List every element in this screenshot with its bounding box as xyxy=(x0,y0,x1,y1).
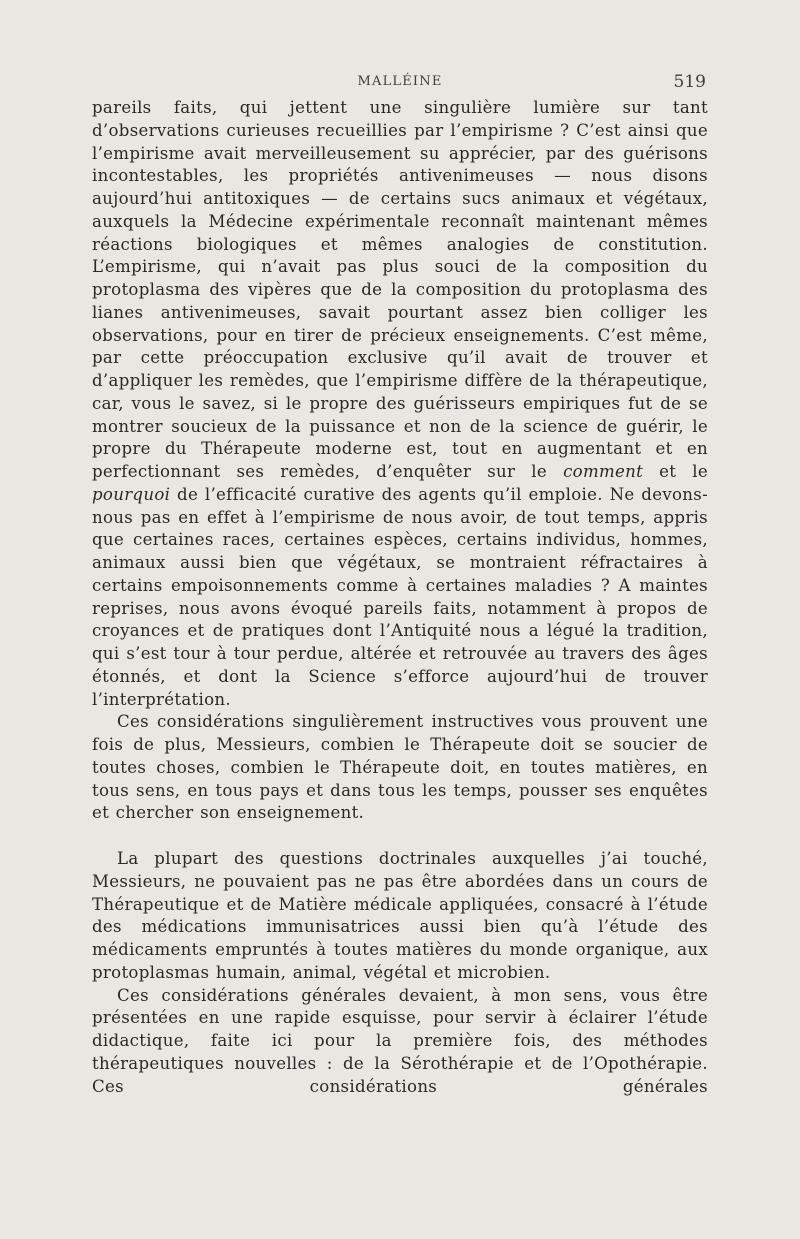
paragraph-2: Ces considérations singulièrement instructives vous prouvent une fois de plus, Messieurs, combien le Thérapeute doit se soucier de toutes choses, combien le Thérapeute doit, en toutes matières, en tous sens, en tous pays et dans tous les temps, pousser ses enquêtes et chercher son enseignement. xyxy=(92,712,708,823)
paragraph-3: La plupart des questions doctrinales auxquelles j’ai touché, Messieurs, ne pouvaient pas ne pas être abordées dans un cours de Thérapeutique et de Matière médicale appliquées, consacré à l’étude des médications immunisatrices aussi bien qu’à l’étude des médicaments empruntés à toutes matières du monde organique, aux protoplasmas humain, animal, végétal et microbien. xyxy=(92,849,708,982)
paragraph-1-text-b: et le xyxy=(659,462,709,481)
italic-comment: comment xyxy=(563,462,644,481)
paragraph-1-text-a: pareils faits, qui jettent une singulière lumière sur tant d’observations curieuses recueillies par l’empirisme ? C’est ainsi que l’empirisme avait merveilleusement su apprécier, par des guérisons incontestables, les propriétés antivenimeuses — nous disons aujourd’hui antitoxiques — de certains sucs animaux et végétaux, auxquels la Médecine expérimentale reconnaît maintenant mêmes réactions biologiques et mêmes analogies de constitution. L’empirisme, qui n’avait pas plus souci de la composition du protoplasma des vipères que de la composition du protoplasma des lianes antivenimeuses, savait pourtant assez bien colliger les observations, pour en tirer de précieux enseignements. C’est même, par cette préoccupation exclusive qu’il avait de trouver et d’appliquer les remèdes, que l’empirisme diffère de la thérapeutique, car, vous le savez, si le propre des guérisseurs empiriques fut de se montrer soucieux de la puissance et non de la science de guérir, le propre du Thérapeute moderne est, tout en augmentant et en perfectionnant ses remèdes, d’enquêter sur le xyxy=(92,98,708,481)
italic-pourquoi: pourquoi xyxy=(92,484,171,504)
page-number: 519 xyxy=(673,72,706,92)
running-head: MALLÉINE xyxy=(357,74,443,89)
paragraph-1 xyxy=(92,97,708,711)
paragraph-4: Ces considérations générales devaient, à mon sens, vous être présentées en une rapide esquisse, pour servir à éclairer l’étude didactique, faite ici pour la première fois, des méthodes thérapeutiques nouvelles : de la Sérothérapie et de l’Opothérapie. Ces considérations générales xyxy=(92,985,708,1096)
body-text xyxy=(92,97,708,1098)
paragraph-1-text-c: de l’efficacité curative des agents qu’il emploie. Ne devons-nous pas en effet à l’empirisme de nous avoir, de tout temps, appris que certaines races, certaines espèces, certains individus, hommes, animaux aussi bien que végétaux, se montraient réfractaires à certains empoisonnements comme à certaines maladies ? A maintes reprises, nous avons évoqué pareils faits, notamment à propos de croyances et de pratiques dont l’Antiquité nous a légué la tradition, qui s’est tour à tour perdue, altérée et retrouvée au travers des âges étonnés, et dont la Science s’efforce aujourd’hui de trouver l’interprétation. xyxy=(92,484,708,709)
